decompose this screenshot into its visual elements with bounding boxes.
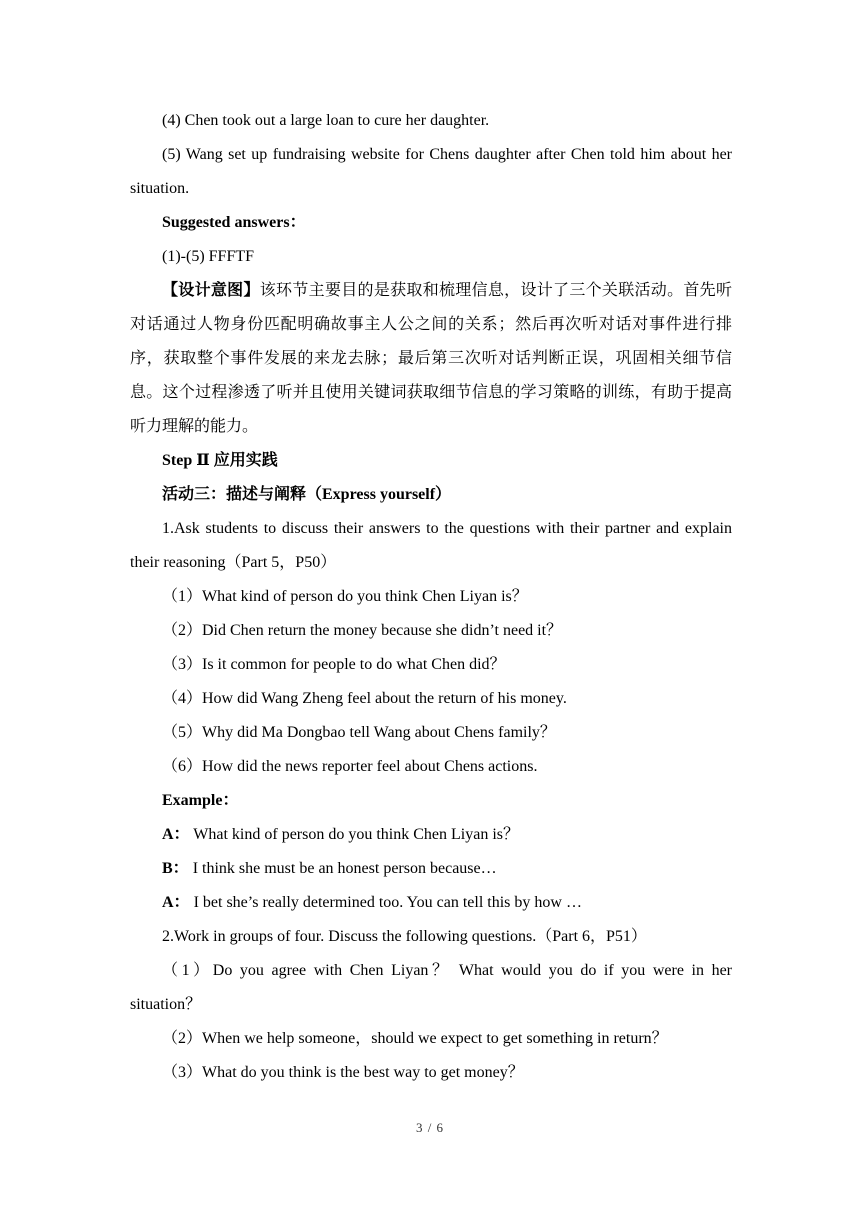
example-text: I bet she’s really determined too. You can tell this by how … (189, 894, 582, 911)
task-1-question: （3）Is it common for people to do what Chen did？ (162, 656, 506, 673)
example-line (130, 886, 732, 920)
example-text: I think she must be an honest person because… (188, 860, 497, 877)
step-title: Step Ⅱ 应用实践 (162, 452, 278, 469)
task-2-question: （1）Do you agree with Chen Liyan？ What would you do if you were in her situation？ (130, 962, 732, 1013)
example-speaker: A： (162, 826, 190, 843)
suggested-answers-value: (1)-(5) FFFTF (162, 248, 255, 265)
page-number: 3 / 6 (415, 1120, 445, 1135)
design-intent-paragraph (130, 274, 732, 444)
example-text: What kind of person do you think Chen Liyan is？ (189, 826, 520, 843)
suggested-answers-label: Suggested answers： (162, 214, 306, 231)
task-2-question: （2）When we help someone，should we expect to get something in return？ (162, 1030, 668, 1047)
question-4: (4) Chen took out a large loan to cure her daughter. (162, 112, 490, 129)
example-speaker: B： (162, 860, 189, 877)
task-2-instruction: 2.Work in groups of four. Discuss the following questions.（Part 6，P51） (162, 928, 647, 945)
document-body (130, 104, 732, 1090)
example-label: Example： (162, 792, 239, 809)
task-1-question: （5）Why did Ma Dongbao tell Wang about Chens family？ (162, 724, 556, 741)
task-1-question: （4）How did Wang Zheng feel about the return of his money. (162, 690, 567, 707)
task-2-question: （3）What do you think is the best way to get money？ (162, 1064, 524, 1081)
design-intent-label: 【设计意图】 (162, 282, 260, 299)
activity-title: 活动三：描述与阐释（Express yourself） (162, 486, 452, 503)
task-1-question: （6）How did the news reporter feel about Chens actions. (162, 758, 538, 775)
question-5: (5) Wang set up fundraising website for Chens daughter after Chen told him about her situation. (130, 146, 732, 197)
task-1-instruction: 1.Ask students to discuss their answers to the questions with their partner and explain their reasoning（Part 5，P50） (130, 520, 732, 571)
task-1-question: （2）Did Chen return the money because she didn’t need it？ (162, 622, 563, 639)
example-line (130, 852, 732, 886)
task-1-question: （1）What kind of person do you think Chen Liyan is？ (162, 588, 528, 605)
example-speaker: A： (162, 894, 190, 911)
design-intent-text: 该环节主要目的是获取和梳理信息，设计了三个关联活动。首先听对话通过人物身份匹配明确故事主人公之间的关系；然后再次听对话对事件进行排序，获取整个事件发展的来龙去脉；最后第三次听对话判断正误，巩固相关细节信息。这个过程渗透了听并且使用关键词获取细节信息的学习策略的训练，有助于提高听力理解的能力。 (130, 282, 732, 435)
example-line (130, 818, 732, 852)
